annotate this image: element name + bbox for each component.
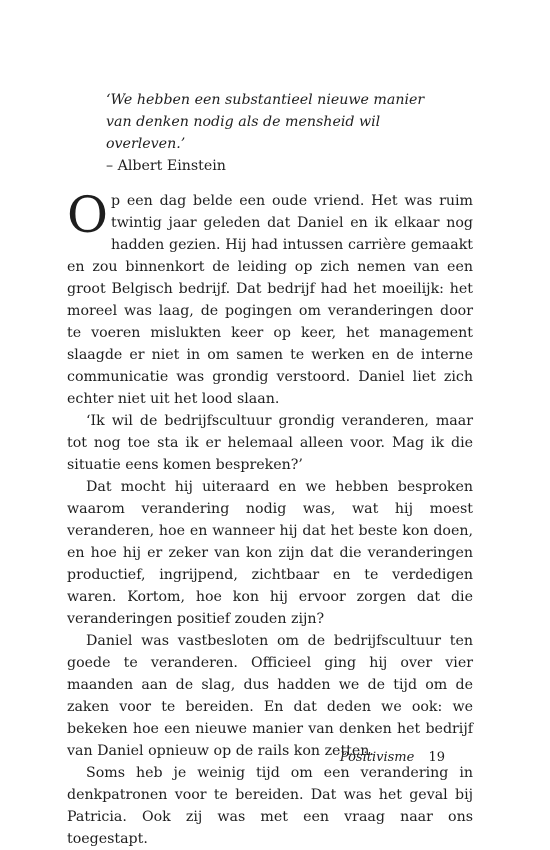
paragraph-1 [67,186,473,410]
running-footer-section: Positivisme [339,750,415,765]
paragraph-3: Dat mocht hij uiteraard en we hebben besproken waarom verandering nodig was, wat hij moest veranderen, hoe en wanneer hij dat het beste kon doen, en hoe hij er zeker van kon zijn dat die veranderingen productief, ingrijpend, zichtbaar en te verdedigen waren. Kortom, hoe kon hij ervoor zorgen dat die veranderingen positief zouden zijn? [67,479,473,627]
paragraph-1-text: p een dag belde een oude vriend. Het was ruim twintig jaar geleden dat Daniel en ik elkaar nog hadden gezien. Hij had intussen carrière gemaakt en zou binnenkort de leiding op zich nemen van een groot Belgisch bedrijf. Dat bedrijf had het moeilijk: het moreel was laag, de pogingen om veranderingen door te voeren mislukten keer op keer, het management slaagde er niet in om samen te werken en de interne communicatie was grondig verstoord. Daniel liet zich echter niet uit het lood slaan. [67,193,473,407]
paragraph-2: ‘Ik wil de bedrijfscultuur grondig veranderen, maar tot nog toe sta ik er helemaal alleen voor. Mag ik die situatie eens komen bespreken?’ [67,413,473,473]
epigraph [106,89,436,177]
epigraph-quote: ‘We hebben een substantieel nieuwe manier van denken nodig als de mensheid wil overleven.’ [106,92,425,152]
paragraph-5: Soms heb je weinig tijd om een verandering in denkpatronen voor te bereiden. Dat was het geval bij Patricia. Ook zij was met een vraag naar ons toegestapt. [67,765,473,847]
epigraph-attribution: – Albert Einstein [106,158,226,174]
page-number: 19 [428,750,445,765]
page-footer [340,749,445,767]
drop-cap: O [67,186,108,244]
paragraph-4: Daniel was vastbesloten om de bedrijfscultuur ten goede te veranderen. Officieel ging hij over vier maanden aan de slag, dus hadden we de tijd om de zaken voor te bereiden. En dat deden we ook: we bekeken hoe een nieuwe manier van denken het bedrijf van Daniel opnieuw op de rails kon zetten. [67,633,473,759]
